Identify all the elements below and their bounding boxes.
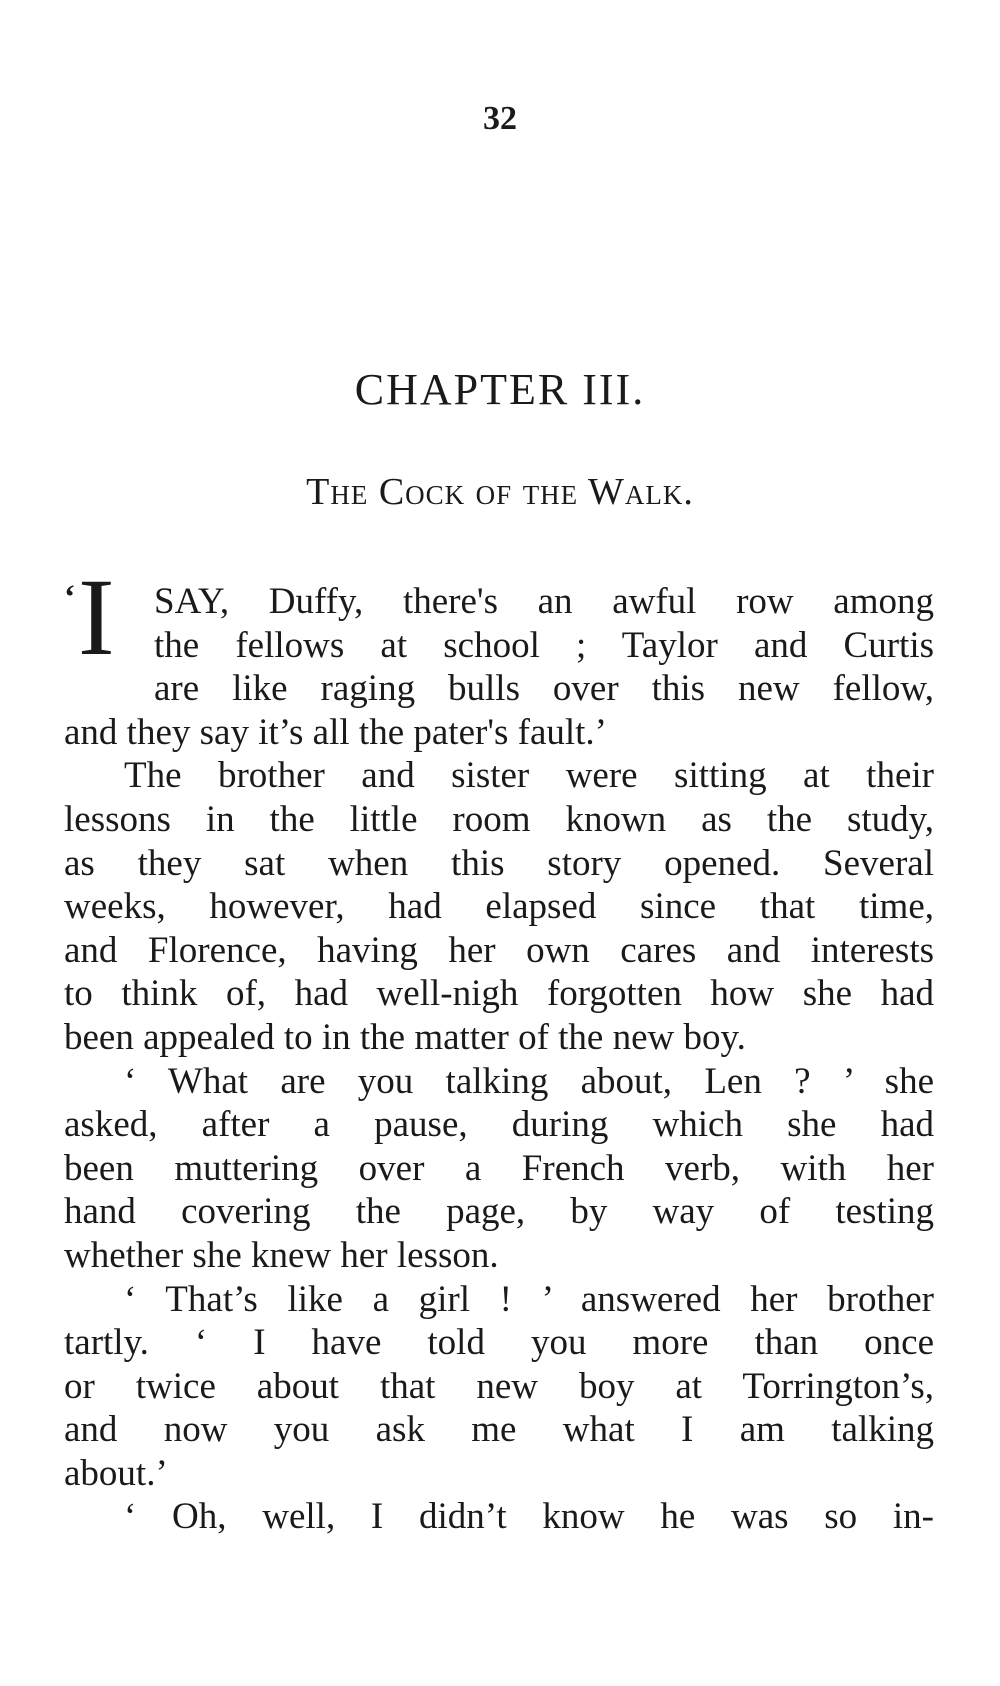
text-line: been appealed to in the matter of the new boy.: [64, 1016, 746, 1058]
text-line: whether she knew her lesson.: [64, 1234, 499, 1276]
text-line: and now you ask me what I am talking: [64, 1409, 934, 1451]
chapter-title: CHAPTER III.: [354, 365, 646, 414]
text-line: or twice about that new boy at Torrington’s,: [64, 1365, 934, 1407]
text-line: hand covering the page, by way of testing: [64, 1191, 934, 1233]
drop-cap-group: [64, 556, 150, 678]
text-line: to think of, had well-nigh forgotten how she had: [64, 973, 934, 1015]
opening-quote-mark: ‘: [64, 579, 76, 616]
body-text: [64, 556, 934, 1539]
text-line: are like raging bulls over this new fellow,: [154, 668, 934, 710]
text-line: and they say it’s all the pater's fault.’: [64, 711, 608, 753]
text-line: asked, after a pause, during which she had: [64, 1104, 934, 1146]
text-line: ‘ Oh, well, I didn’t know he was so in-: [124, 1496, 934, 1538]
page-number: 32: [483, 100, 517, 137]
text-line: ‘ That’s like a girl ! ’ answered her brother: [124, 1278, 934, 1320]
text-line: the fellows at school ; Taylor and Curtis: [154, 624, 934, 666]
text-line: about.’: [64, 1452, 168, 1494]
text-line: tartly. ‘ I have told you more than once: [64, 1322, 934, 1364]
text-line: been muttering over a French verb, with her: [64, 1147, 934, 1189]
text-line: lessons in the little room known as the study,: [64, 798, 934, 840]
text-line: weeks, however, had elapsed since that time,: [64, 886, 934, 928]
text-line: ‘ What are you talking about, Len ? ’ she: [124, 1060, 934, 1102]
text-line: The brother and sister were sitting at their: [124, 755, 934, 797]
text-line: and Florence, having her own cares and interests: [64, 929, 934, 971]
drop-cap-letter: I: [78, 556, 115, 678]
chapter-subtitle: The Cock of the Walk.: [306, 471, 694, 513]
text-line: SAY, Duffy, there's an awful row among: [154, 581, 934, 622]
text-line: as they sat when this story opened. Several: [64, 842, 934, 884]
